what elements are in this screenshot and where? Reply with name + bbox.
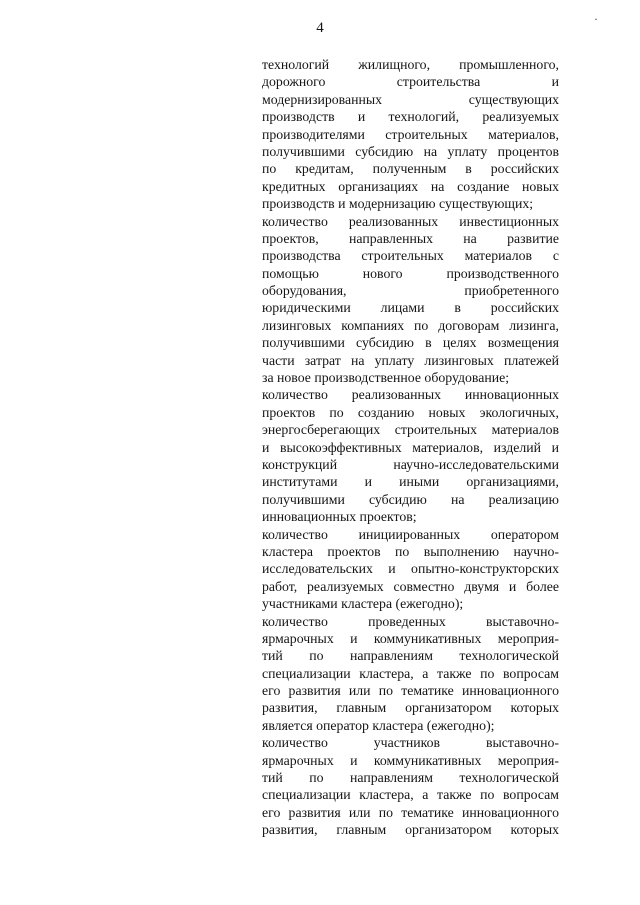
text-line: получившими субсидию на реализацию — [262, 491, 559, 507]
text-line: количество инициированных оператором — [262, 526, 559, 542]
text-line: производства строительных материалов с — [262, 248, 559, 264]
text-line: технологий жилищного, промышленного, — [262, 57, 559, 72]
text-line: количество реализованных инвестиционных — [262, 213, 559, 229]
text-line: дорожного строительства и — [262, 74, 559, 90]
text-line: кредитных организациях на создание новых — [262, 178, 559, 194]
text-line: получившими субсидию на уплату процентов — [262, 143, 559, 159]
text-line: получившими субсидию в целях возмещения — [262, 335, 559, 351]
text-line: специализации кластера, а также по вопросам — [262, 665, 559, 681]
text-line: тий по направлениям технологической — [262, 648, 559, 664]
text-line: лизинговых компаниях по договорам лизинга, — [262, 317, 559, 333]
text-line: институтами и иными организациями, — [262, 474, 559, 490]
text-line: за новое производственное оборудование; — [262, 370, 510, 386]
text-line: проектов по созданию новых экологичных, — [262, 404, 559, 420]
text-line: проектов, направленных на развитие — [262, 230, 559, 246]
page-number: 4 — [316, 20, 324, 36]
scan-mark: · — [594, 12, 598, 26]
text-line: количество реализованных инновационных — [262, 387, 559, 403]
text-line: его развития или по тематике инновационного — [262, 804, 559, 820]
text-line: ярмарочных и коммуникативных мероприя- — [262, 630, 559, 646]
text-line: части затрат на уплату лизинговых платежей — [262, 352, 559, 368]
text-line: помощью нового производственного — [262, 265, 559, 281]
text-line: количество участников выставочно- — [262, 735, 559, 751]
text-line: специализации кластера, а также по вопросам — [262, 787, 559, 803]
text-line: участниками кластера (ежегодно); — [262, 596, 464, 612]
text-line: производителями строительных материалов, — [262, 126, 559, 142]
text-line: производств и модернизацию существующих; — [262, 196, 534, 212]
text-line: и высокоэффективных материалов, изделий и — [262, 439, 559, 455]
text-line: тий по направлениям технологической — [262, 770, 559, 786]
text-line: количество проведенных выставочно- — [262, 613, 559, 629]
document-body — [262, 56, 559, 839]
text-line: инновационных проектов; — [262, 509, 417, 525]
text-line: конструкций научно-исследовательскими — [262, 456, 559, 472]
text-line: по кредитам, полученным в российских — [262, 161, 559, 177]
text-line: работ, реализуемых совместно двумя и более — [262, 578, 559, 594]
text-line: является оператор кластера (ежегодно); — [262, 717, 495, 733]
text-line: модернизированных существующих — [262, 91, 559, 107]
text-line: оборудования, приобретенного — [262, 283, 559, 299]
text-line: развития, главным организатором которых — [262, 700, 559, 716]
text-line: его развития или по тематике инновационного — [262, 683, 559, 699]
text-line: исследовательских и опытно-конструкторских — [262, 561, 559, 577]
text-line: кластера проектов по выполнению научно- — [262, 543, 559, 559]
text-line: ярмарочных и коммуникативных мероприя- — [262, 752, 559, 768]
text-line: развития, главным организатором которых — [262, 822, 559, 838]
text-line: юридическими лицами в российских — [262, 300, 559, 316]
text-line: энергосберегающих строительных материалов — [262, 422, 559, 438]
text-line: производств и технологий, реализуемых — [262, 109, 559, 125]
